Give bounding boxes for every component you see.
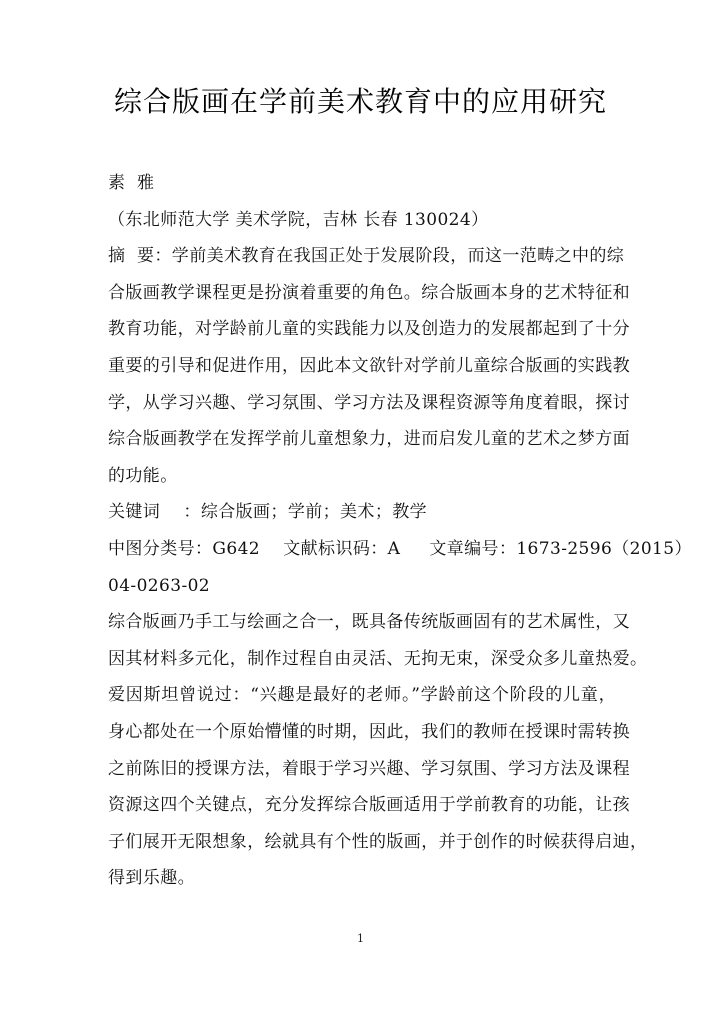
body-paragraph [108,604,648,897]
keywords: 关键词 ：综合版画；学前；美术；教学 [108,502,428,523]
body-line: 资源这四个关键点，充分发挥综合版画适用于学前教育的功能，让孩 [108,795,630,816]
author-affiliation: （东北师范大学 美术学院，吉林 长春 130024） [108,209,489,230]
abstract-line: 学，从学习兴趣、学习氛围、学习方法及课程资源等角度着眼，探讨 [108,392,630,413]
body-line: 子们展开无限想象，绘就具有个性的版画，并于创作的时候获得启迪， [108,831,648,852]
abstract-line: 综合版画教学在发挥学前儿童想象力，进而启发儿童的艺术之梦方面 [108,429,630,450]
abstract-line: 合版画教学课程更是扮演着重要的角色。综合版画本身的艺术特征和 [108,282,630,303]
document-body [108,165,692,897]
body-line: 综合版画乃手工与绘画之合一，既具备传统版画固有的艺术属性，又 [108,612,630,633]
body-line: 之前陈旧的授课方法，着眼于学习兴趣、学习氛围、学习方法及课程 [108,758,630,779]
author-name: 素 雅 [108,173,155,193]
body-line: 身心都处在一个原始懵懂的时期，因此，我们的教师在授课时需转换 [108,721,630,742]
abstract [108,238,630,494]
abstract-line: 教育功能，对学龄前儿童的实践能力以及创造力的发展都起到了十分 [108,319,630,340]
page-number: 1 [357,932,364,945]
abstract-line: 重要的引导和促进作用，因此本文欲针对学前儿童综合版画的实践教 [108,355,630,376]
abstract-line: 的功能。 [108,465,178,486]
body-line: 得到乐趣。 [108,868,195,889]
paper-title: 综合版画在学前美术教育中的应用研究 [113,85,607,118]
body-line: 爱因斯坦曾说过：“兴趣是最好的老师。”学龄前这个阶段的儿童， [108,685,616,706]
classification-info: 中图分类号：G642 文献标识码：A 文章编号：1673-2596（2015） [108,538,692,559]
abstract-line: 摘 要：学前美术教育在我国正处于发展阶段，而这一范畴之中的综 [108,246,625,267]
body-line: 因其材料多元化，制作过程自由灵活、无拘无束，深受众多儿童热爱。 [108,648,648,669]
article-number: 04-0263-02 [108,575,211,596]
